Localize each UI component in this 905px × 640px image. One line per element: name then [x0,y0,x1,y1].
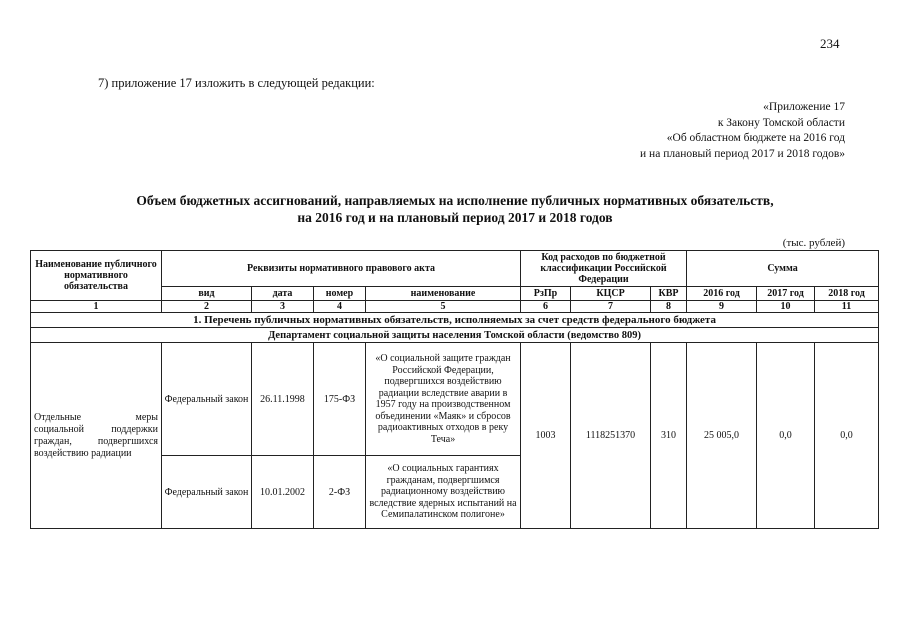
act-name: «О социальных гарантиях гражданам, подвергшимся радиационному воздействию вследствие ядерных испытаний на Семипалатинском полигоне» [366,456,521,529]
col-number: 2 [162,301,252,313]
col-number: 11 [815,301,879,313]
header-kvr: КВР [651,287,687,301]
appendix-line: «Об областном бюджете на 2016 год [666,132,845,144]
obligation-line: граждан, подвергшихся [34,435,158,447]
header-obligation: Наименование публичного нормативного обязательства [31,251,162,301]
col-number: 9 [687,301,757,313]
header-2016: 2016 год [687,287,757,301]
header-kcsr: КЦСР [571,287,651,301]
col-number: 4 [314,301,366,313]
title-line-2: на 2016 год и на плановый период 2017 и 2018 годов [297,210,613,225]
act-date: 10.01.2002 [252,456,314,529]
header-date: дата [252,287,314,301]
appendix-line: к Закону Томской области [717,116,845,129]
header-sum: Сумма [687,251,879,287]
rzpr-code: 1003 [521,343,571,529]
appendix-line: и на плановый период 2017 и 2018 годов» [640,147,845,160]
kvr-code: 310 [651,343,687,529]
col-number: 5 [366,301,521,313]
header-2018: 2018 год [815,287,879,301]
department-heading: Департамент социальной защиты населения Томской области (ведомство 809) [31,328,879,343]
header-2017: 2017 год [757,287,815,301]
appendix-reference [485,100,845,162]
appendix-line: «Приложение 17 [763,101,845,113]
sum-2018: 0,0 [815,343,879,529]
intro-text: 7) приложение 17 изложить в следующей редакции: [98,76,375,90]
document-title [40,192,870,226]
act-date: 26.11.1998 [252,343,314,456]
col-number: 1 [31,301,162,313]
col-number: 7 [571,301,651,313]
col-number: 6 [521,301,571,313]
header-type: вид [162,287,252,301]
col-number: 8 [651,301,687,313]
sum-2017: 0,0 [757,343,815,529]
header-rzpr: РзПр [521,287,571,301]
obligation-line: социальной поддержки [34,423,158,435]
header-name: наименование [366,287,521,301]
obligations-table [30,250,879,529]
col-number: 10 [757,301,815,313]
header-codes: Код расходов по бюджетной классификации Российской Федерации [521,251,687,287]
obligation-line: Отдельные меры [34,411,158,423]
col-number: 3 [252,301,314,313]
act-type: Федеральный закон [162,343,252,456]
sum-2016: 25 005,0 [687,343,757,529]
obligation-line: воздействию радиации [34,447,132,459]
page-number: 234 [820,36,840,51]
act-name: «О социальной защите граждан Российской Федерации, подвергшихся воздействию радиации вследствие аварии в 1957 году на производственном объединении «Маяк» и сбросов радиоактивных отходов в реку Теча» [366,343,521,456]
act-type: Федеральный закон [162,456,252,529]
section-heading: 1. Перечень публичных нормативных обязательств, исполняемых за счет средств федерального бюджета [31,313,879,328]
units-label: (тыс. рублей) [782,237,845,249]
act-number: 2-ФЗ [314,456,366,529]
act-number: 175-ФЗ [314,343,366,456]
kcsr-code: 1118251370 [571,343,651,529]
obligation-name [31,343,162,529]
title-line-1: Объем бюджетных ассигнований, направляемых на исполнение публичных нормативных обязательств, [136,193,774,208]
header-requisites: Реквизиты нормативного правового акта [162,251,521,287]
header-number: номер [314,287,366,301]
